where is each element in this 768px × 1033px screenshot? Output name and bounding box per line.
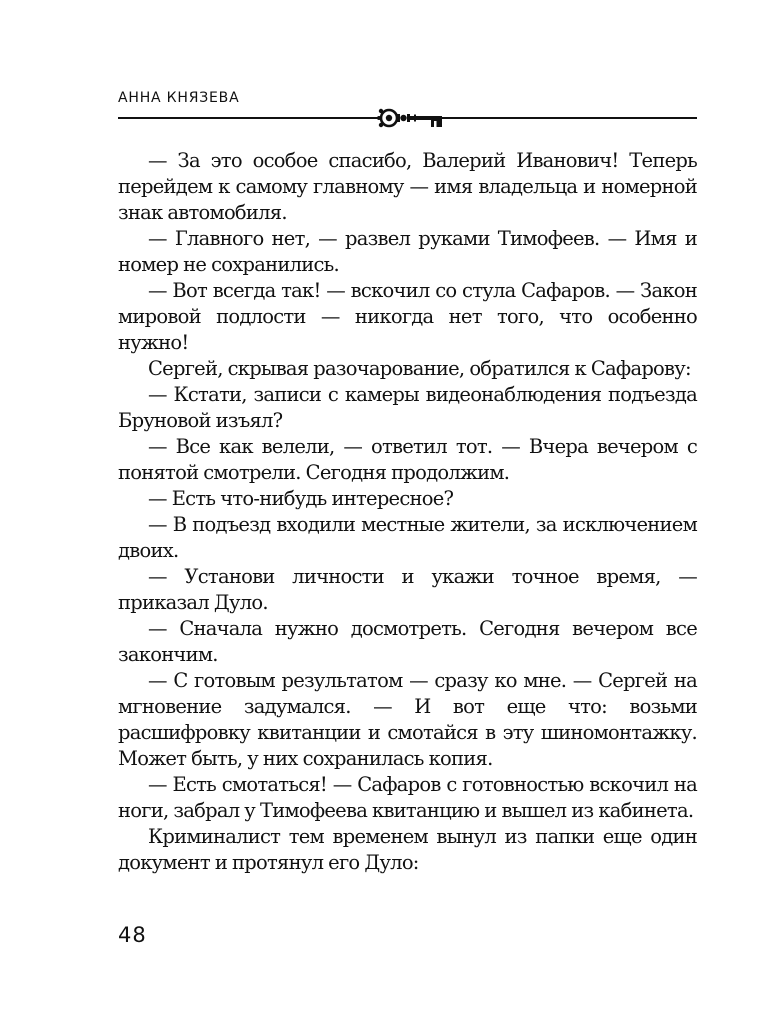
running-header-author: АННА КНЯЗЕВА — [118, 90, 240, 106]
header-rule-left — [118, 117, 378, 119]
key-ornament-icon — [376, 104, 446, 132]
paragraph: — Есть что-нибудь интересное? — [148, 487, 454, 510]
paragraph: — В подъезд входили местные жители, за исключением двоих. — [118, 513, 697, 562]
paragraph: — Главного нет, — развел руками Тимофеев. — Имя и номер не сохранились. — [118, 227, 697, 276]
paragraph: — Все как велели, — ответил тот. — Вчера вечером с понятой смотрели. Сегодня продолжим. — [118, 435, 697, 484]
page-number: 48 — [118, 923, 147, 947]
paragraph: — Вот всегда так! — вскочил со стула Сафаров. — Закон мировой подлости — никогда нет того, что особенно нужно! — [118, 279, 697, 354]
paragraph: Сергей, скрывая разочарование, обратился к Сафарову: — [148, 357, 691, 380]
paragraph: Криминалист тем временем вынул из папки еще один документ и протянул его Дуло: — [118, 825, 697, 874]
header-rule-right — [442, 117, 697, 119]
paragraph: — Кстати, записи с камеры видеонаблюдения подъезда Бруновой изъял? — [118, 383, 697, 432]
paragraph: — За это особое спасибо, Валерий Иванович! Теперь перейдем к самому главному — имя владельца и номерной знак автомобиля. — [118, 149, 697, 224]
paragraph: — Есть смотаться! — Сафаров с готовностью вскочил на ноги, забрал у Тимофеева квитанцию и вышел из кабинета. — [118, 773, 697, 822]
paragraph: — С готовым результатом — сразу ко мне. — Сергей на мгновение задумался. — И вот еще что: возьми расшифровку квитанции и смотайся в эту шиномонтажку. Может быть, у них сохранилась копия. — [118, 669, 697, 770]
paragraph: — Установи личности и укажи точное время, — приказал Дуло. — [118, 565, 697, 614]
body-text — [118, 148, 697, 876]
paragraph: — Сначала нужно досмотреть. Сегодня вечером все закончим. — [118, 617, 697, 666]
